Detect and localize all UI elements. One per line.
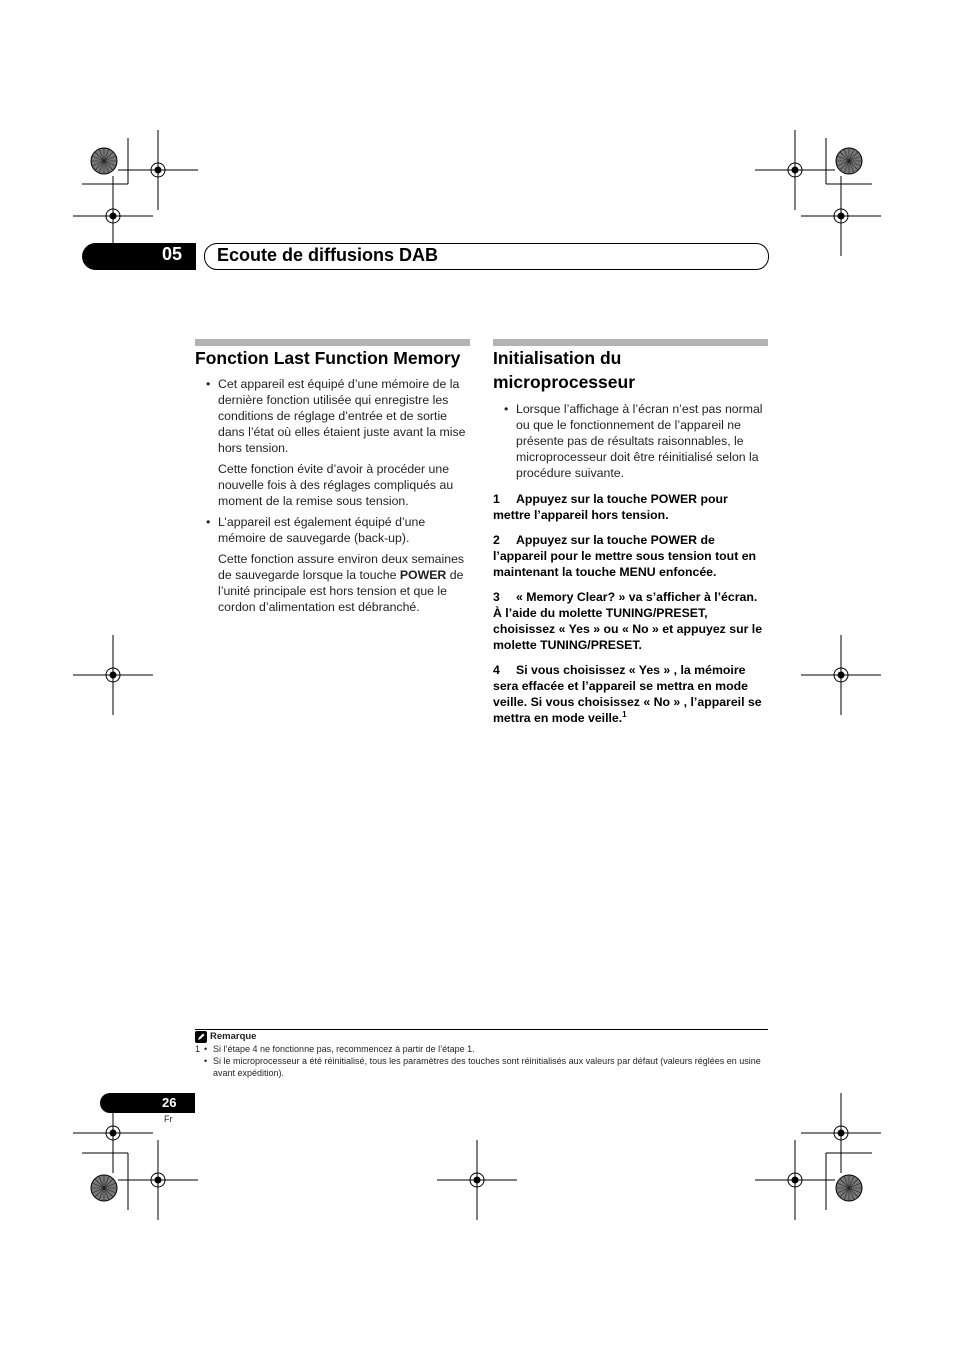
step-number: 1 [493,492,500,506]
heading-line: microprocesseur [493,372,636,392]
section-bar-right [493,339,768,346]
note-text: Si le microprocesseur a été réinitialisé, tous les paramètres des touches sont réinitialisés aux valeurs par défaut (valeurs réglées en usine avant expédition). [213,1056,761,1078]
pencil-note-icon [195,1031,207,1043]
section-heading-initialisation [493,346,768,394]
note-line-2 [195,1055,770,1079]
footnote-ref: 1 [622,709,627,719]
chapter-title: Ecoute de diffusions DAB [217,245,439,265]
step-4 [493,662,768,726]
right-column [493,346,768,726]
page-number-tab [100,1093,195,1113]
step-number: 4 [493,663,500,677]
power-key-label: POWER [399,568,447,582]
bullet-text: Cet appareil est équipé d’une mémoire de la dernière fonction utilisée qui enregistre les conditions de réglage d’entrée et de sortie dans l’état où elles étaient juste avant la mise hors tension. [218,377,466,455]
step-text: Appuyez sur la touche POWER de l’appareil pour le mettre sous tension tout en maintenant la touche MENU enfoncée. [493,533,757,579]
step-number: 2 [493,533,500,547]
note-bullet: • [204,1056,208,1066]
paragraph [195,551,470,615]
section-heading-last-function-memory: Fonction Last Function Memory [195,348,461,368]
note-heading-label: Remarque [210,1031,257,1042]
note-bullet: • [204,1044,208,1054]
text: de l’unité principale est hors tension et que le cordon d’alimentation est débranché. [218,568,464,614]
section-bar-left [195,339,470,346]
step-text: Si vous choisissez « Yes » , la mémoire sera effacée et l’appareil se mettra en mode veille. Si vous choisissez « No » , l’appareil se mettra en mode veille. [493,663,762,725]
text: Cette fonction assure environ deux semaines de sauvegarde lorsque la touche [218,552,465,582]
step-text: Appuyez sur la touche POWER pour mettre l’appareil hors tension. [493,492,728,522]
bullet-text: L’appareil est également équipé d’une mémoire de sauvegarde (back-up). [218,515,426,545]
note-line-1 [195,1043,770,1055]
chapter-number: 05 [162,244,183,264]
bullet-item: • Lorsque l’affichage à l’écran n’est pas normal ou que le fonctionnement de l’appareil ne présente pas de résultats raisonnables, le microprocesseur doit être réinitialisé selon la procédure suivante. [504,402,763,480]
footnote-number: 1 [195,1044,201,1054]
bullet-item: • L’appareil est également équipé d’une mémoire de sauvegarde (back-up). [206,515,426,545]
step-2 [493,532,768,580]
language-code: Fr [164,1114,173,1124]
note-rule [195,1029,768,1030]
step-3 [493,589,768,653]
left-column [195,346,470,615]
page-number: 26 [162,1095,177,1110]
bullet-item: • Cet appareil est équipé d’une mémoire de la dernière fonction utilisée qui enregistre les conditions de réglage d’entrée et de sortie dans l’état où elles étaient juste avant la mise hors tension. [206,377,466,455]
notes-section [195,1031,770,1079]
heading-line: Initialisation du [493,348,622,368]
step-number: 3 [493,590,500,604]
paragraph: Cette fonction évite d’avoir à procéder une nouvelle fois à des réglages compliqués au moment de la remise sous tension. [218,462,454,508]
bullet-text: Lorsque l’affichage à l’écran n’est pas normal ou que le fonctionnement de l’appareil ne présente pas de résultats raisonnables, le microprocesseur doit être réinitialisé selon la procédure suivante. [516,402,763,480]
step-1 [493,491,768,523]
note-heading [195,1031,770,1043]
note-text: Si l’étape 4 ne fonctionne pas, recommencez à partir de l’étape 1. [213,1044,475,1054]
step-text: « Memory Clear? » va s’afficher à l’écran. À l’aide du molette TUNING/PRESET, choisissez « Yes » ou « No » et appuyez sur le molette TUNING/PRESET. [493,590,763,652]
starburst-mark-icon [91,148,117,174]
